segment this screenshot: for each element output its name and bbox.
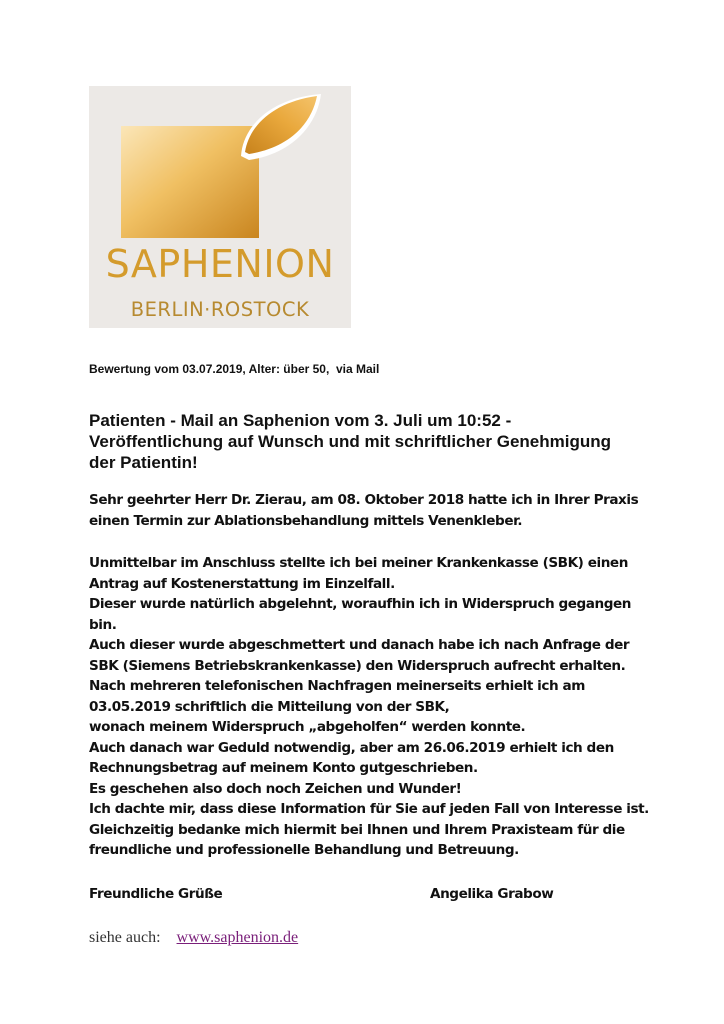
text-line: Ich dachte mir, dass diese Information für Sie auf jeden Fall von Interesse ist. (89, 801, 649, 817)
headline-line: Patienten - Mail an Saphenion vom 3. Juli um 10:52 - (89, 411, 512, 430)
text-line: Sehr geehrter Herr Dr. Zierau, am 08. Oktober 2018 hatte ich in Ihrer Praxis (89, 492, 639, 508)
see-also-label: siehe auch: (89, 929, 161, 946)
rating-meta: Bewertung vom 03.07.2019, Alter: über 50, via Mail (89, 362, 380, 376)
headline-line: Veröffentlichung auf Wunsch und mit schriftlicher Genehmigung (89, 432, 611, 451)
leaf-square-logo-icon (121, 86, 331, 246)
text-line: bin. (89, 616, 117, 633)
text-line: Es geschehen also doch noch Zeichen und Wunder! (89, 780, 462, 797)
logo-name: SAPHENION (105, 242, 335, 286)
headline-line: der Patientin! (89, 453, 198, 472)
text-line: SBK (Siemens Betriebskrankenkasse) den Widerspruch aufrecht erhalten. (89, 657, 626, 674)
saphenion-logo (89, 86, 351, 328)
text-line: 03.05.2019 schriftlich die Mitteilung von der SBK, (89, 698, 450, 715)
see-also (89, 929, 298, 947)
text-line: Auch danach war Geduld notwendig, aber am 26.06.2019 erhielt ich den (89, 739, 614, 756)
closing-greeting: Freundliche Grüße (89, 886, 223, 902)
text-line: Gleichzeitig bedanke mich hiermit bei Ihnen und Ihrem Praxisteam für die (89, 821, 625, 838)
text-line: Dieser wurde natürlich abgelehnt, woraufhin ich in Widerspruch gegangen (89, 596, 632, 612)
signer-name: Angelika Grabow (430, 886, 554, 902)
website-link[interactable]: www.saphenion.de (176, 929, 299, 946)
headline (89, 410, 649, 473)
text-line: Nach mehreren telefonischen Nachfragen meinerseits erhielt ich am (89, 678, 585, 694)
paragraph-body (89, 553, 649, 861)
text-line: Rechnungsbetrag auf meinem Konto gutgeschrieben. (89, 760, 478, 776)
text-line: Auch dieser wurde abgeschmettert und danach habe ich nach Anfrage der (89, 637, 630, 653)
text-line: Unmittelbar im Anschluss stellte ich bei meiner Krankenkasse (SBK) einen (89, 555, 628, 571)
text-line: Antrag auf Kostenerstattung im Einzelfall. (89, 575, 395, 592)
text-line: wonach meinem Widerspruch „abgeholfen“ werden konnte. (89, 719, 526, 735)
text-line: freundliche und professionelle Behandlung und Betreuung. (89, 842, 519, 858)
text-line: einen Termin zur Ablationsbehandlung mittels Venenkleber. (89, 512, 523, 529)
paragraph-intro (89, 490, 649, 531)
logo-cities: BERLIN·ROSTOCK (130, 298, 310, 321)
